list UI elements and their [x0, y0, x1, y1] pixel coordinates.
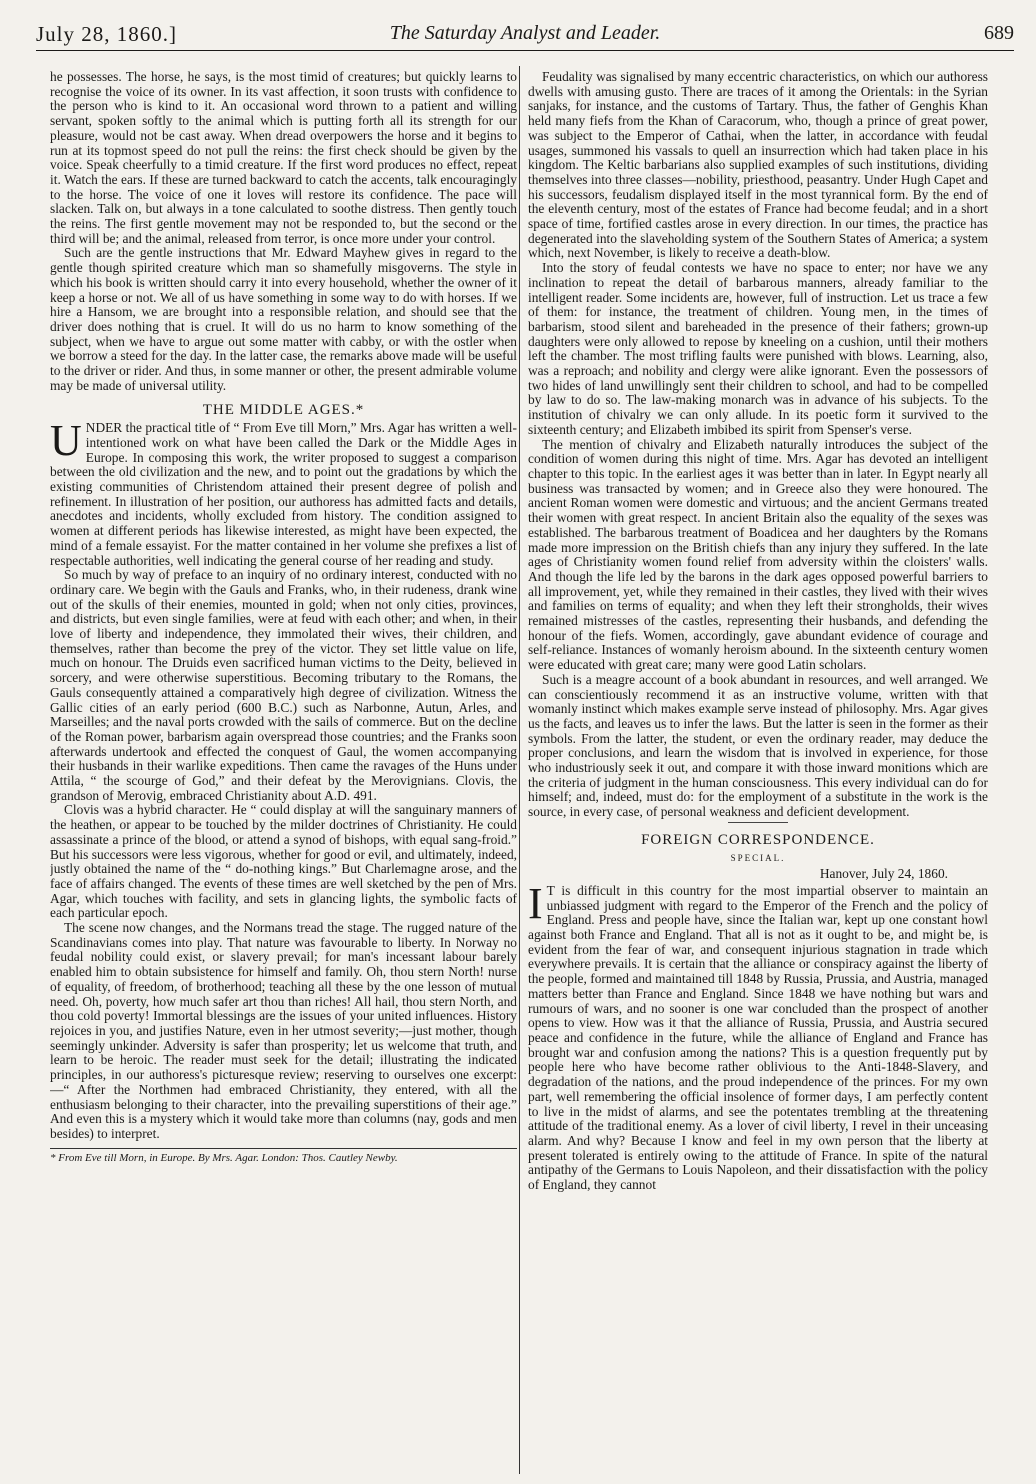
middle-ages-para-3: Clovis was a hybrid character. He “ could display at will the sanguinary manners of the heathen, or appear to be touched by the milder doctrines of Christianity. He could assassinate a prince of the blood, or attend a synod of bishops, with equal sang-froid.” But his successors were less vigorous, whether for good or evil, and ultimately, indeed, justly obtained the name of the “ do-nothing kings.” But Charlemagne arose, and the face of affairs changed. The events of these times are well sketched by the pen of Mrs. Agar, which touches with facility, and sets in glancing lights, the symbolic facts of each particular epoch. [50, 802, 517, 921]
feudal-contests-para: Into the story of feudal contests we have no space to enter; nor have we any inclination to repeat the detail of barbarous manners, already familiar to the intelligent reader. Some incidents are, however, full of instruction. Let us trace a few of them: for instance, the treatment of children. Young men, in the times of barbarism, stood silent and bareheaded in the presence of their fathers; grown-up daughters were only allowed to repose by kneeling on a cushion, until their mothers left the chamber. The most trifling faults were punished with blows. Learning, also, was a reproach; and nobility and clergy were alike ignorant. Even the possessors of two hides of land unwillingly sent their children to school, and had to be compelled by law to do so. The law-making monarch was in advance of his subjects. To the institution of chivalry we can only allude. In its poetic form it survived to the sixteenth century; and Elizabeth imbibed its spirit from Spenser's verse. [528, 260, 988, 437]
page-number: 689 [984, 22, 1014, 44]
feudality-para: Feudality was signalised by many eccentric characteristics, on which our authoress dwells with amusing gusto. There are traces of it among the Orientals: in the Syrian sanjaks, for instance, and the customs of Tartary. Thus, the father of Genghis Khan held many fiefs from the Khan of Caracorum, who, though a prince of great power, was subject to the Emperor of Cathai, when the latter, in accordance with feudal usages, summoned his vassals to quell an insurrection which had taken place in his kingdom. The Keltic barbarians also supplied examples of such institutions, dividing themselves into three classes—nobility, priesthood, peasantry. Under Hugh Capet and his successors, feudalism displayed itself in the most tyrannical form. By the end of the eleventh century, most of the estates of France had become feudal; and in a short space of time, fortified castles arose in every direction. In our times, the practice has degenerated into the slaveholding system of the Southern States of America; a system which, next November, is likely to receive a death-blow. [528, 70, 988, 261]
middle-ages-heading: THE MIDDLE AGES.* [202, 402, 365, 419]
middle-ages-first-para [50, 416, 517, 568]
women-condition-para: The mention of chivalry and Elizabeth naturally introduces the subject of the condition of women during this night of time. Mrs. Agar has devoted an intelligent chapter to this topic. In the earliest ages it was better than in later. In Egypt nearly all business was transacted by women; and in Greece also they were honoured. The ancient Roman women were domestic and virtuous; and the ancient Germans treated their women with great respect. In ancient Britain also the equality of the sexes was established. The barbarous treatment of Boadicea and her daughters by the Romans made more impression on the British chiefs than any injury they suffered. In the late ages of Christianity women found relief from adversity within the cloisters' walls. And though the life led by the barons in the dark ages opposed powerful barriers to all improvement, yet, while they remained in their castles, they lived with their wives and families on terms of equality; and when they left their strongholds, their wives remained mistresses of the castles, representing their husbands, and defending the honour of the fiefs. Women, accordingly, gave abundant evidence of courage and self-reliance. Instances of womanly heroism abound. In the sixteenth century women were educated with great care; many were good Latin scholars. [528, 436, 988, 673]
horse-article-para-1: he possesses. The horse, he says, is the most timid of creatures; but quickly learns to recognise the voice of its owner. In its vast affection, it soon trusts with confidence to the person who is kind to it. An occasional word thrown to a patient and willing servant, spoken softly to the animal which is putting forth all its strength for our pleasure, would not be cast away. When dread overpowers the horse and it begins to run at its topmost speed do not pull the reins: the first check should be given by the voice. Speak cheerfully to a timid creature. If the first word produces no effect, repeat it. Watch the ears. If these are turned backward to catch the accents, talk encouragingly to the horse. The voice of one it loves will restore its confidence. The pace will slacken. Talk on, but always in a tone calculated to soothe distress. Then gently touch the reins. The first gentle movement may not be responded to, but the second or the third will be; and the animal, released from terror, is once more under your control. [50, 70, 517, 246]
page-header [36, 18, 1014, 51]
middle-ages-para-2: So much by way of preface to an inquiry of no ordinary interest, conducted with no ordinary care. We begin with the Gauls and Franks, who, in their rudeness, drank wine out of the skulls of their enemies, mounted in gold; when not only cities, provinces, and districts, but even single families, were at feud with each other; and when, in their love of liberty and independence, they immolated their wives, their children, and themselves, rather than become the prey of the victor. They set little value on life, much on honour. The Druids even sacrificed human victims to the Deity, believed in sorcery, and were otherwise superstitious. Becoming tributary to the Romans, the Gauls consequently attained a comparatively high degree of civilization. Witness the Gallic cities of an early period (600 B.C.) such as Narbonne, Autun, Arles, and Marseilles; and the naval ports crowded with the sails of commerce. But on the decline of the Roman power, barbarism again overspread those countries; and the Franks soon afterwards undertook and effected the conquest of Gaul, the women accompanying their husbands in their warlike expeditions. Then came the ravages of the Huns under Attila, “ the scourge of God,” and their defeat by the Merovignians. Clovis, the grandson of Merovig, embraced Christianity about A.D. 491. [50, 567, 517, 803]
right-column [528, 70, 988, 1468]
correspondence-first-para [528, 878, 988, 1193]
column-divider [519, 66, 520, 1474]
summary-para: Such is a meagre account of a book abundant in resources, and well arranged. We can conscientiously recommend it as an instructive volume, written with that womanly instinct which makes example serve instead of philosophy. Mrs. Agar gives us the facts, and leaves us to infer the laws. But the latter is seen in the former as their symbols. From the latter, the student, or even the ordinary reader, may deduce the proper conclusions, and learn the wisdom that is involved in experience, for those who industriously seek it out, and compare it with those inward monitions which are the criteria of judgment in the human consciousness. This every individual can do for himself; and, indeed, must do: for the employment of a substitute in the work is the source, in every case, of personal weakness and deficient development. [528, 671, 988, 820]
foreign-correspondence-heading: FOREIGN CORRESPONDENCE. [641, 831, 875, 848]
dateline: Hanover, July 24, 1860. [819, 866, 948, 882]
correspondence-first-para-text: T is difficult in this country for the most impartial observer to maintain an unbiassed judgment with regard to the Emperor of the French and the policy of England. Press and people have, since the Italian war, kept up one constant howl against both France and England. That all is not as it ought to be, and might be, is evident from the fear of war, and consequent injurious stagnation in trade which everywhere prevails. It is certain that the alliance or conspiracy against the liberty of the people, formed and maintained till 1848 by Russia, Prussia, and Austria, managed matters better than France and England. Since 1848 we have nothing but wars and rumours of wars, and no sooner is one war concluded than the prospect of another opens to view. How was it that the alliance of Russia, Prussia, and Austria secured peace and confidence in the future, while the alliance of England and France has brought war and confusion among the nations? This is a question frequently put by people here who have become rather oblivious to the Anti-1848-Slavery, and degradation of the nations, and the proud independence of the princes. For my own part, well remembering the official insolence of former days, I am perfectly content to live in the midst of alarms, and see the potentates trembling at the threatening attitude of the traditional enemy. As a lover of civil liberty, I revel in their unceasing alarm. And why? Because I know and feel in my own person that the liberty at present tolerated is entirely owing to the attitude of France. In spite of the natural antipathy of the Germans to Louis Napoleon, and their dissatisfaction with the policy of England, they cannot [528, 882, 988, 1193]
footnote-rule [50, 1148, 517, 1149]
middle-ages-para-4: The scene now changes, and the Normans tread the stage. The rugged nature of the Scandinavians comes into play. That nature was favourable to liberty. In Norway no feudal nobility could exist, or slavery prevail; for man's incessant labour barely enabled him to obtain subsistence for himself and family. Oh, thou stern North! nurse of equality, of freedom, of brotherhood; teaching all these by the one lesson of mutual need. Oh, poverty, how much safer art thou than riches! All hail, thou stern North, and thou cold poverty! Immortal blessings are the issues of your united influences. History rejoices in you, and justifies Nature, even in her utmost severity;—just mother, though seemingly unkinder. Adversity is safer than prosperity; let us welcome that truth, and learn to be heroic. The reader must seek for the detail; illustrating the indicated principles, in our authoress's picturesque review; reserving to ourselves one excerpt:—“ After the Northmen had embraced Christianity, they entered, with all the enthusiasm belonging to their character, into the prevailing superstitions of their age.” And even this is a mystery which it would take more than columns (nay, gods and men besides) to interpret. [50, 920, 517, 1141]
horse-article-para-2: Such are the gentle instructions that Mr. Edward Mayhew gives in regard to the gentle though spirited creature which man so shamefully misgoverns. The style in which his book is written should carry it into every household, whether the owner of it keep a horse or not. We all of us have something in some way to do with horses. If we hire a Hansom, we are brought into a responsible relation, and should see that the driver does nothing that is cruel. It will do us no harm to know something of the subject, when we have to argue out some matter with cabby, or with the ostler when we borrow a steed for the day. In the latter case, the remarks above made will be useful to the driver or rider. And thus, in some manner or other, the present admirable volume may be made of universal utility. [50, 245, 517, 393]
footnote: * From Eve till Morn, in Europe. By Mrs. Agar. London: Thos. Cautley Newby. [50, 1151, 398, 1164]
drop-cap-u: U [50, 416, 82, 466]
drop-cap-i: I [528, 878, 543, 928]
middle-ages-first-para-text: NDER the practical title of “ From Eve till Morn,” Mrs. Agar has written a well-intentioned work on what have been called the Dark or the Middle Ages in Europe. In composing this work, the writer proposed to suggest a comparison between the old civilization and the new, and to point out the gradations by which the existing communities of Christendom attained their present degree of polish and refinement. In illustration of her position, our authoress has admitted facts and details, anecdotes and incidents, wholly excluded from history. The condition assigned to women at different periods has likewise interested, as might have been expected, the mind of a female essayist. For the matter contained in her volume she prefixes a list of respectable authorities, well indicating the general course of her reading and study. [50, 420, 517, 568]
issue-date: July 28, 1860.] [36, 22, 177, 46]
section-rule [728, 822, 788, 823]
special-subhead: SPECIAL. [730, 852, 786, 863]
left-column [50, 70, 517, 1468]
publication-title: The Saturday Analyst and Leader. [389, 22, 661, 44]
